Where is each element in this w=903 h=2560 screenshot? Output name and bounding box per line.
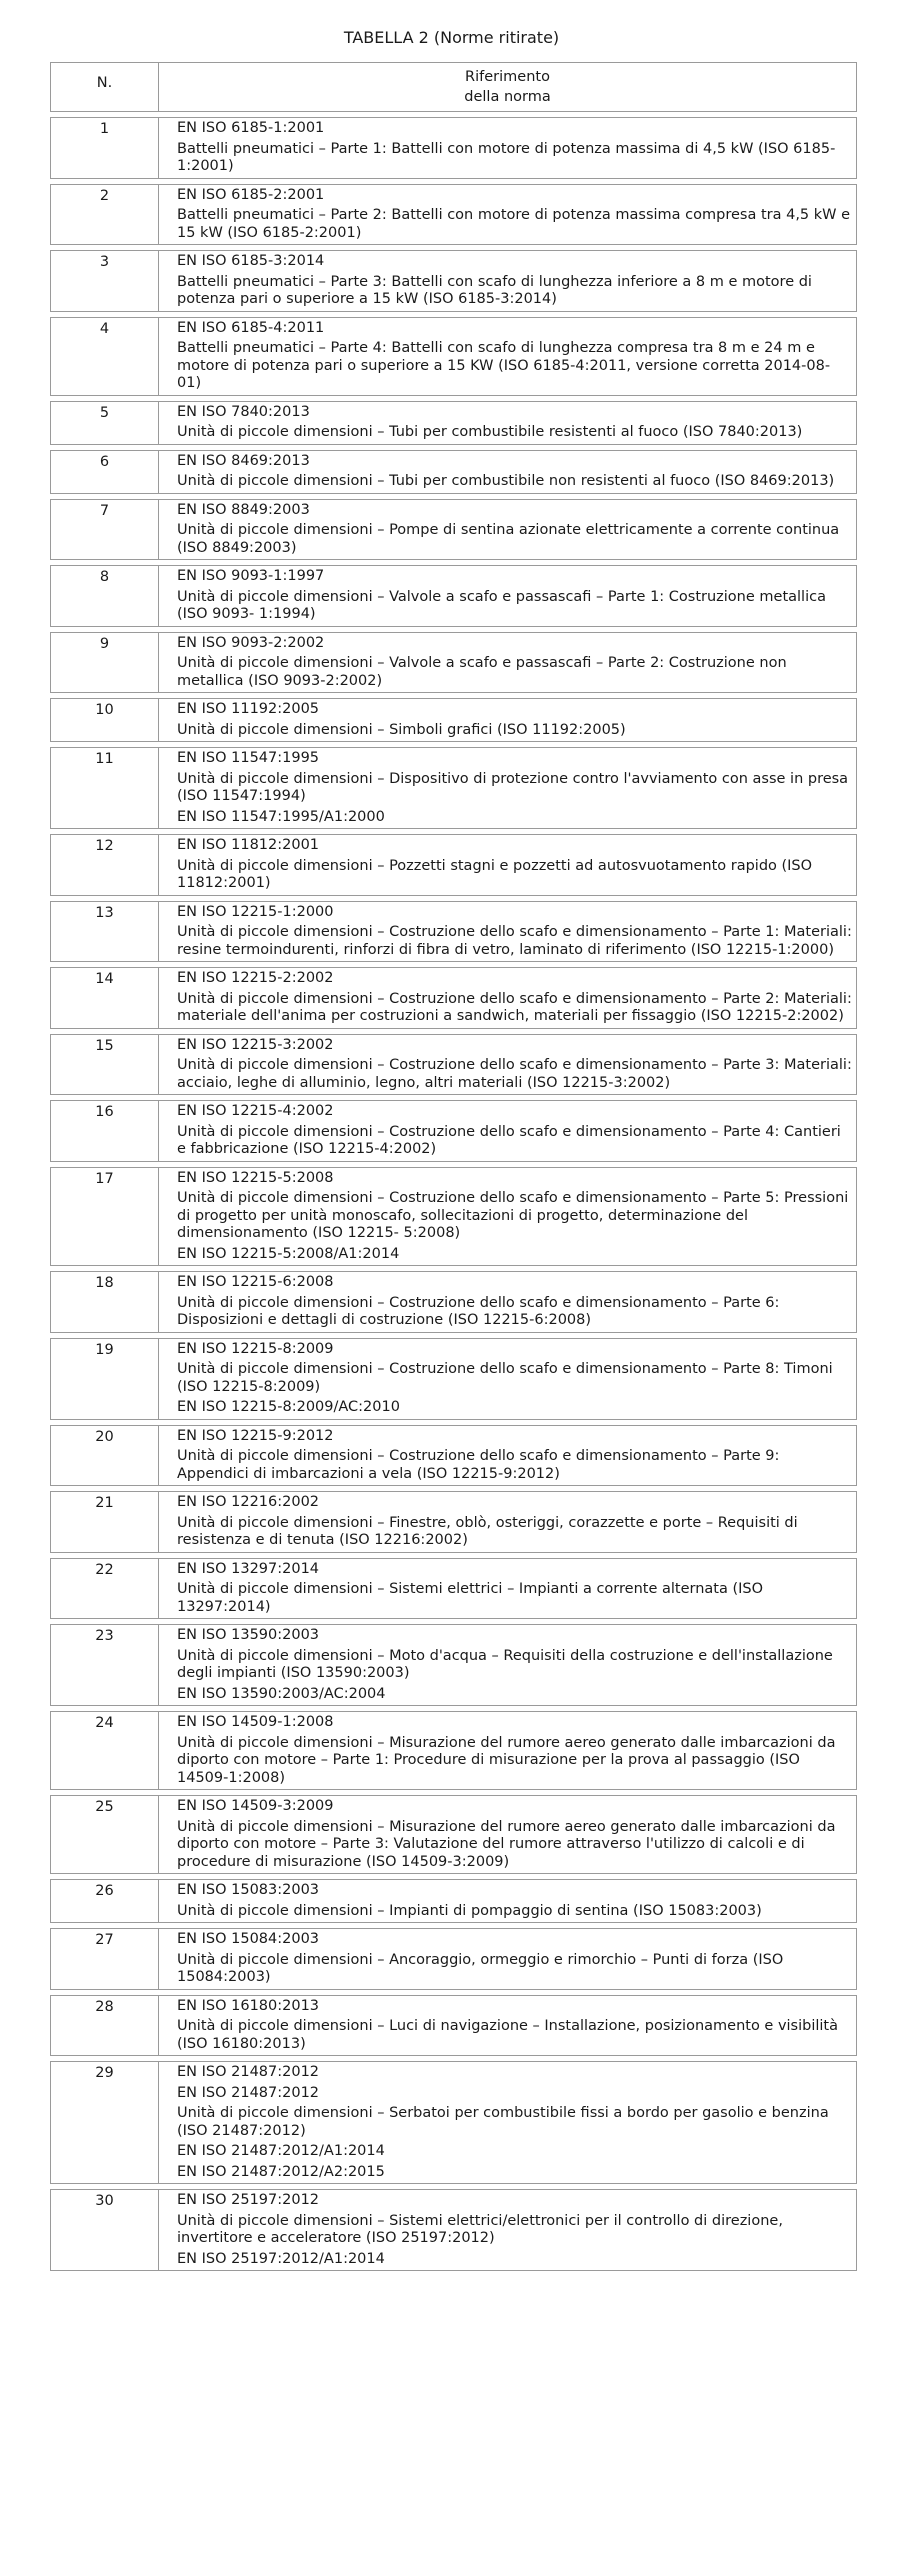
standard-code: EN ISO 12215-6:2008	[177, 1274, 334, 1290]
row-reference	[159, 318, 856, 395]
row-reference	[159, 185, 856, 245]
row-number: 2	[51, 185, 159, 245]
row-reference	[159, 566, 856, 626]
standard-code: EN ISO 12215-3:2002	[177, 1036, 334, 1053]
row-number: 5	[51, 402, 159, 444]
table-row	[50, 632, 857, 694]
withdrawn-standards-table	[50, 62, 857, 2276]
standard-code: EN ISO 12215-2:2002	[177, 970, 334, 986]
row-number: 9	[51, 633, 159, 693]
row-reference	[159, 451, 856, 493]
standard-code: EN ISO 8849:2003	[177, 501, 310, 518]
standard-text: EN ISO 11547:1995/A1:2000	[177, 808, 385, 825]
row-reference	[159, 699, 856, 741]
standard-code: EN ISO 6185-3:2014	[177, 253, 325, 269]
standard-text: Unità di piccole dimensioni – Valvole a scafo e passascafi – Parte 2: Costruzione non metallica (ISO 9093-2:2002)	[177, 655, 787, 689]
row-number: 3	[51, 251, 159, 311]
standard-code: EN ISO 12216:2002	[177, 1494, 320, 1510]
row-reference	[159, 1996, 856, 2056]
row-number: 15	[51, 1035, 159, 1095]
row-number: 24	[51, 1712, 159, 1789]
standard-code: EN ISO 13590:2003	[177, 1627, 320, 1643]
row-number: 16	[51, 1101, 159, 1161]
standard-text: Unità di piccole dimensioni – Serbatoi per combustibile fissi a bordo per gasolio e benzina (ISO 21487:2012)	[177, 2105, 829, 2139]
row-number: 7	[51, 500, 159, 560]
standard-code: EN ISO 9093-1:1997	[177, 568, 325, 584]
table-row	[50, 747, 857, 829]
standard-text: Unità di piccole dimensioni – Ancoraggio, ormeggio e rimorchio – Punti di forza (ISO 15084:2003)	[177, 1951, 784, 1985]
row-number: 12	[51, 835, 159, 895]
row-number: 23	[51, 1625, 159, 1705]
standard-code: EN ISO 11812:2001	[177, 837, 320, 853]
standard-text: Unità di piccole dimensioni – Misurazione del rumore aereo generato dalle imbarcazioni da diporto con motore – Parte 1: Procedure di misurazione per la prova al passaggio (ISO 14509-1:2008)	[177, 1734, 836, 1786]
standard-text: Unità di piccole dimensioni – Costruzione dello scafo e dimensionamento – Parte 3: Materiali: acciaio, leghe di alluminio, legno, altri materiali (ISO 12215-3:2002)	[177, 1057, 852, 1091]
row-reference	[159, 1929, 856, 1989]
standard-code: EN ISO 6185-4:2011	[177, 319, 325, 336]
row-reference	[159, 835, 856, 895]
standard-text: Unità di piccole dimensioni – Impianti di pompaggio di sentina (ISO 15083:2003)	[177, 1902, 762, 1919]
row-reference	[159, 1339, 856, 1419]
table-row	[50, 1879, 857, 1923]
standard-code: EN ISO 16180:2013	[177, 1997, 320, 2014]
row-number: 4	[51, 318, 159, 395]
row-reference	[159, 1880, 856, 1922]
table-row	[50, 1100, 857, 1162]
standard-text: Unità di piccole dimensioni – Pompe di sentina azionate elettricamente a corrente continua (ISO 8849:2003)	[177, 522, 840, 556]
row-reference	[159, 1168, 856, 1266]
standard-text: Unità di piccole dimensioni – Tubi per combustibile non resistenti al fuoco (ISO 8469:2013)	[177, 473, 835, 489]
row-reference	[159, 1625, 856, 1705]
table-row	[50, 1425, 857, 1487]
row-number: 19	[51, 1339, 159, 1419]
row-number: 26	[51, 1880, 159, 1922]
standard-code: EN ISO 15083:2003	[177, 1882, 320, 1898]
standard-code: EN ISO 9093-2:2002	[177, 634, 325, 651]
standard-code: EN ISO 21487:2012	[177, 2064, 320, 2080]
table-row	[50, 317, 857, 396]
standard-text: Battelli pneumatici – Parte 3: Battelli con scafo di lunghezza inferiore a 8 m e motore di potenza pari o superiore a 15 kW (ISO 6185-3:2014)	[177, 273, 812, 307]
row-number: 8	[51, 566, 159, 626]
table-row	[50, 1271, 857, 1333]
row-reference	[159, 1796, 856, 1873]
standard-text: Unità di piccole dimensioni – Costruzione dello scafo e dimensionamento – Parte 9: Appendici di imbarcazioni a vela (ISO 12215-9:2012)	[177, 1448, 780, 1482]
row-reference	[159, 968, 856, 1028]
table-row	[50, 901, 857, 963]
standard-code: EN ISO 13297:2014	[177, 1560, 320, 1577]
row-reference	[159, 633, 856, 693]
standard-text: Battelli pneumatici – Parte 2: Battelli con motore di potenza massima compresa tra 4,5 kW e 15 kW (ISO 6185-2:2001)	[177, 207, 851, 241]
row-number: 22	[51, 1559, 159, 1619]
table-row	[50, 499, 857, 561]
row-reference	[159, 500, 856, 560]
standard-text: Battelli pneumatici – Parte 1: Battelli con motore di potenza massima di 4,5 kW (ISO 6185-1:2001)	[177, 140, 836, 174]
row-number: 1	[51, 118, 159, 178]
row-reference	[159, 1492, 856, 1552]
table-row	[50, 967, 857, 1029]
standard-code: EN ISO 12215-5:2008	[177, 1169, 334, 1186]
table-header	[50, 62, 857, 112]
table-row	[50, 450, 857, 494]
row-number: 29	[51, 2062, 159, 2183]
row-number: 13	[51, 902, 159, 962]
row-reference	[159, 251, 856, 311]
row-number: 27	[51, 1929, 159, 1989]
standard-code: EN ISO 6185-1:2001	[177, 120, 325, 136]
row-number: 25	[51, 1796, 159, 1873]
standard-code: EN ISO 12215-4:2002	[177, 1103, 334, 1119]
standard-code: EN ISO 12215-1:2000	[177, 903, 334, 920]
table-row	[50, 2189, 857, 2271]
row-number: 14	[51, 968, 159, 1028]
table-row	[50, 834, 857, 896]
row-reference	[159, 2190, 856, 2270]
standard-code: EN ISO 25197:2012	[177, 2192, 320, 2208]
row-number: 10	[51, 699, 159, 741]
standard-text: Unità di piccole dimensioni – Tubi per combustibile resistenti al fuoco (ISO 7840:2013)	[177, 424, 803, 440]
standard-code: EN ISO 6185-2:2001	[177, 186, 325, 203]
row-number: 28	[51, 1996, 159, 2056]
row-number: 11	[51, 748, 159, 828]
standard-text: Unità di piccole dimensioni – Luci di navigazione – Installazione, posizionamento e visibilità (ISO 16180:2013)	[177, 2018, 839, 2052]
table-row	[50, 1491, 857, 1553]
row-reference	[159, 902, 856, 962]
table-row	[50, 1338, 857, 1420]
row-reference	[159, 118, 856, 178]
row-number: 17	[51, 1168, 159, 1266]
row-reference	[159, 1559, 856, 1619]
standard-text: Unità di piccole dimensioni – Finestre, oblò, osteriggi, corazzette e porte – Requisiti di resistenza e di tenuta (ISO 12216:2002)	[177, 1514, 798, 1548]
standard-code: EN ISO 15084:2003	[177, 1931, 320, 1947]
standard-text: Unità di piccole dimensioni – Costruzione dello scafo e dimensionamento – Parte 6: Disposizioni e dettagli di costruzione (ISO 12215-6:2008)	[177, 1294, 780, 1328]
row-number: 6	[51, 451, 159, 493]
standard-text: Unità di piccole dimensioni – Pozzetti stagni e pozzetti ad autosvuotamento rapido (ISO 11812:2001)	[177, 857, 813, 891]
standard-code: EN ISO 7840:2013	[177, 403, 310, 420]
standard-text: Unità di piccole dimensioni – Moto d'acqua – Requisiti della costruzione e dell'installazione degli impianti (ISO 13590:2003)	[177, 1647, 833, 1681]
standard-text: Unità di piccole dimensioni – Valvole a scafo e passascafi – Parte 1: Costruzione metallica (ISO 9093- 1:1994)	[177, 588, 826, 622]
table-caption: TABELLA 2 (Norme ritirate)	[343, 28, 560, 47]
row-number: 30	[51, 2190, 159, 2270]
table-row	[50, 565, 857, 627]
standard-code: EN ISO 12215-8:2009	[177, 1340, 334, 1357]
standard-text: EN ISO 13590:2003/AC:2004	[177, 1685, 386, 1702]
row-reference	[159, 1272, 856, 1332]
row-reference	[159, 1426, 856, 1486]
table-row	[50, 2061, 857, 2184]
standard-text: Unità di piccole dimensioni – Costruzione dello scafo e dimensionamento – Parte 5: Pressioni di progetto per unità monoscafo, sollecitazioni di progetto, determinazione del dimensionamento (ISO 12215- 5:2008)	[177, 1190, 849, 1241]
table-row	[50, 1711, 857, 1790]
table-row	[50, 250, 857, 312]
table-row	[50, 1995, 857, 2057]
standard-text: Unità di piccole dimensioni – Simboli grafici (ISO 11192:2005)	[177, 721, 626, 738]
table-row	[50, 1624, 857, 1706]
row-number: 20	[51, 1426, 159, 1486]
standard-text: EN ISO 21487:2012/A1:2014	[177, 2143, 385, 2159]
row-reference	[159, 1101, 856, 1161]
row-reference	[159, 748, 856, 828]
standard-text: EN ISO 21487:2012	[177, 2084, 320, 2101]
row-number: 18	[51, 1272, 159, 1332]
row-reference	[159, 402, 856, 444]
table-row	[50, 401, 857, 445]
standard-text: EN ISO 12215-5:2008/A1:2014	[177, 1245, 400, 1262]
table-row	[50, 117, 857, 179]
header-reference: Riferimento della norma	[464, 69, 551, 105]
row-reference	[159, 2062, 856, 2183]
table-row	[50, 1795, 857, 1874]
standard-text: Unità di piccole dimensioni – Dispositivo di protezione contro l'avviamento con asse in presa (ISO 11547:1994)	[177, 770, 849, 804]
standard-code: EN ISO 11547:1995	[177, 750, 320, 766]
standard-code: EN ISO 11192:2005	[177, 701, 320, 717]
standard-text: Unità di piccole dimensioni – Sistemi elettrici – Impianti a corrente alternata (ISO 13297:2014)	[177, 1581, 764, 1615]
standard-code: EN ISO 8469:2013	[177, 452, 310, 469]
standard-text: Unità di piccole dimensioni – Costruzione dello scafo e dimensionamento – Parte 8: Timoni (ISO 12215-8:2009)	[177, 1361, 833, 1395]
standard-text: Unità di piccole dimensioni – Sistemi elettrici/elettronici per il controllo di direzione, invertitore e acceleratore (ISO 25197:2012)	[177, 2212, 783, 2246]
table-row	[50, 1167, 857, 1267]
standard-text: EN ISO 21487:2012/A2:2015	[177, 2163, 385, 2180]
standard-text: Battelli pneumatici – Parte 4: Battelli con scafo di lunghezza compresa tra 8 m e 24 m e motore di potenza pari o superiore a 15 KW (ISO 6185-4:2011, versione corretta 2014-08-01)	[177, 340, 831, 391]
table-row	[50, 698, 857, 742]
table-row	[50, 1928, 857, 1990]
row-reference	[159, 1035, 856, 1095]
standard-text: EN ISO 12215-8:2009/AC:2010	[177, 1399, 400, 1415]
standard-text: Unità di piccole dimensioni – Costruzione dello scafo e dimensionamento – Parte 4: Cantieri e fabbricazione (ISO 12215-4:2002)	[177, 1123, 841, 1157]
standard-text: EN ISO 25197:2012/A1:2014	[177, 2250, 385, 2267]
table-row	[50, 184, 857, 246]
table-row	[50, 1034, 857, 1096]
table-row	[50, 1558, 857, 1620]
table-body	[50, 117, 857, 2271]
row-number: 21	[51, 1492, 159, 1552]
standard-code: EN ISO 14509-3:2009	[177, 1798, 334, 1814]
standard-text: Unità di piccole dimensioni – Costruzione dello scafo e dimensionamento – Parte 2: Materiali: materiale dell'anima per costruzioni a sandwich, materiali per fissaggio (ISO 12215-2:2002)	[177, 990, 852, 1024]
header-number: N.	[51, 63, 159, 111]
standard-code: EN ISO 12215-9:2012	[177, 1427, 334, 1444]
standard-text: Unità di piccole dimensioni – Costruzione dello scafo e dimensionamento – Parte 1: Materiali: resine termoindurenti, rinforzi di fibra di vetro, laminato di riferimento (ISO 12215-1:2000)	[177, 924, 852, 958]
standard-code: EN ISO 14509-1:2008	[177, 1714, 334, 1730]
row-reference	[159, 1712, 856, 1789]
standard-text: Unità di piccole dimensioni – Misurazione del rumore aereo generato dalle imbarcazioni da diporto con motore – Parte 3: Valutazione del rumore attraverso l'utilizzo di calcoli e di procedure di misurazione (ISO 14509-3:2009)	[177, 1818, 836, 1870]
